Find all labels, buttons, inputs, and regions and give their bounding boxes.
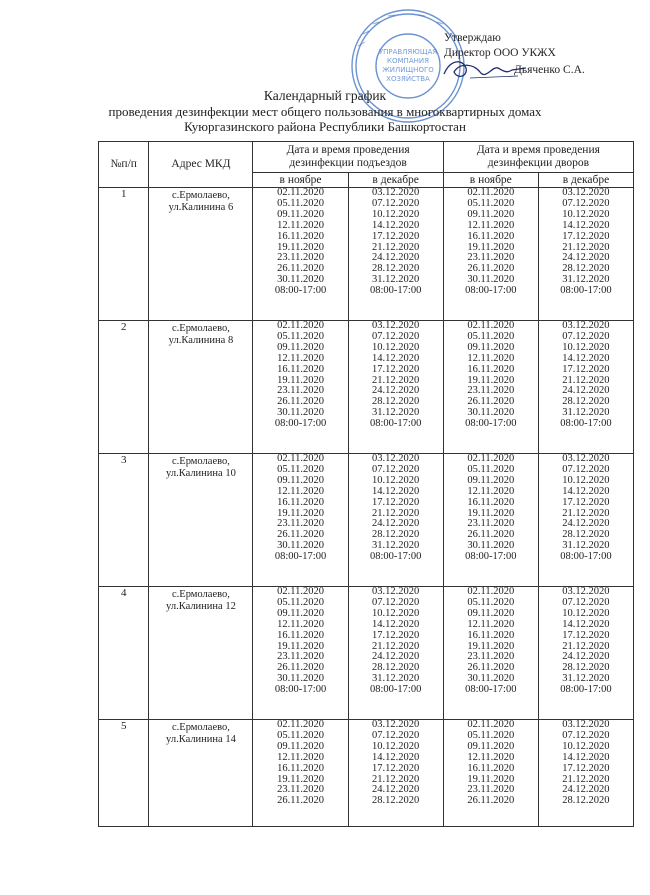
date-entry: 10.12.2020 [562, 740, 610, 752]
dates-yards-nov [443, 720, 538, 827]
date-entry: 03.12.2020 [372, 187, 420, 198]
date-entry: 31.12.2020 [372, 407, 420, 419]
date-entry: 05.11.2020 [467, 596, 515, 608]
date-entry: 03.12.2020 [372, 453, 420, 464]
date-entry: 16.11.2020 [467, 762, 515, 774]
date-entry: 28.12.2020 [372, 529, 420, 541]
date-entry: 03.12.2020 [372, 719, 420, 730]
date-entry: 31.12.2020 [372, 274, 420, 286]
dates-yards-nov [443, 454, 538, 587]
date-entry: 08:00-17:00 [370, 684, 422, 696]
date-entry: 21.12.2020 [372, 773, 420, 785]
date-entry: 26.11.2020 [467, 662, 515, 674]
date-entry: 08:00-17:00 [560, 285, 612, 297]
row-address: с.Ермолаево, ул.Калинина 8 [149, 321, 253, 454]
date-entry: 14.12.2020 [562, 485, 610, 497]
date-entry: 21.12.2020 [372, 507, 420, 519]
row-address: с.Ермолаево, ул.Калинина 14 [149, 720, 253, 827]
date-entry: 30.11.2020 [467, 407, 515, 419]
date-entry: 28.12.2020 [372, 662, 420, 674]
date-entry: 17.12.2020 [372, 363, 420, 375]
date-entry: 19.11.2020 [467, 241, 515, 253]
date-entry: 08:00-17:00 [370, 551, 422, 563]
date-entry: 07.12.2020 [562, 596, 610, 608]
date-entry: 12.11.2020 [467, 352, 515, 364]
date-entry: 31.12.2020 [372, 673, 420, 685]
date-entry: 03.12.2020 [562, 586, 610, 597]
date-entry: 21.12.2020 [562, 773, 610, 785]
date-entry: 07.12.2020 [562, 729, 610, 741]
dates-entrances-dec [348, 454, 443, 587]
dates-entrances-nov [253, 587, 348, 720]
date-entry: 19.11.2020 [277, 241, 324, 253]
header-yards-nov: в ноябре [443, 173, 538, 188]
date-entry: 12.11.2020 [467, 219, 515, 231]
date-entry: 28.12.2020 [562, 396, 610, 408]
date-entry: 14.12.2020 [372, 751, 420, 763]
date-entry: 02.11.2020 [277, 187, 324, 198]
date-entry: 16.11.2020 [277, 629, 324, 641]
date-entry: 21.12.2020 [372, 640, 420, 652]
dates-entrances-dec [348, 321, 443, 454]
dates-entrances-nov [253, 321, 348, 454]
date-entry: 07.12.2020 [562, 330, 610, 342]
row-number: 1 [99, 188, 149, 321]
date-entry: 30.11.2020 [277, 540, 324, 552]
date-entry: 23.11.2020 [467, 651, 515, 663]
date-entry: 16.11.2020 [467, 496, 515, 508]
date-entry: 14.12.2020 [372, 219, 420, 231]
date-entry: 10.12.2020 [562, 208, 610, 220]
date-entry: 09.11.2020 [277, 341, 324, 353]
date-entry: 31.12.2020 [562, 540, 610, 552]
row-address: с.Ермолаево, ул.Калинина 6 [149, 188, 253, 321]
date-entry: 21.12.2020 [562, 640, 610, 652]
date-entry: 02.11.2020 [467, 187, 515, 198]
date-entry: 08:00-17:00 [370, 418, 422, 430]
date-entry: 24.12.2020 [372, 385, 420, 397]
date-entry: 07.12.2020 [372, 729, 420, 741]
date-entry: 02.11.2020 [277, 320, 324, 331]
date-entry: 12.11.2020 [277, 485, 324, 497]
date-entry: 19.11.2020 [467, 640, 515, 652]
date-entry: 31.12.2020 [372, 540, 420, 552]
date-entry: 23.11.2020 [467, 252, 515, 264]
table-row [99, 720, 634, 827]
date-entry: 26.11.2020 [277, 529, 324, 541]
date-entry: 08:00-17:00 [465, 418, 517, 430]
date-entry: 05.11.2020 [467, 197, 515, 209]
dates-yards-nov [443, 321, 538, 454]
dates-entrances-dec [348, 188, 443, 321]
date-entry: 30.11.2020 [467, 673, 515, 685]
date-entry: 24.12.2020 [562, 252, 610, 264]
date-entry: 03.12.2020 [562, 187, 610, 198]
date-entry: 10.12.2020 [372, 208, 420, 220]
dates-entrances-dec [348, 720, 443, 827]
document-subtitle-1: проведения дезинфекции мест общего пользования в многоквартирных домах [108, 104, 542, 119]
date-entry: 12.11.2020 [467, 618, 515, 630]
date-entry: 28.12.2020 [562, 662, 610, 674]
header-entrances-nov: в ноябре [253, 173, 348, 188]
svg-text:УПРАВЛЯЮЩАЯ: УПРАВЛЯЮЩАЯ [378, 48, 438, 56]
approval-signatory: Дьяченко С.А. [514, 64, 585, 76]
date-entry: 05.11.2020 [277, 197, 324, 209]
approval-position: Директор ООО УКЖХ [444, 47, 556, 59]
date-entry: 19.11.2020 [467, 507, 515, 519]
date-entry: 07.12.2020 [372, 197, 420, 209]
date-entry: 14.12.2020 [562, 618, 610, 630]
date-entry: 23.11.2020 [277, 784, 324, 796]
date-entry: 08:00-17:00 [465, 551, 517, 563]
approval-label: Утверждаю [444, 32, 501, 44]
date-entry: 24.12.2020 [562, 651, 610, 663]
date-entry: 21.12.2020 [562, 241, 610, 253]
date-entry: 10.12.2020 [562, 474, 610, 486]
date-entry: 10.12.2020 [562, 607, 610, 619]
date-entry: 24.12.2020 [372, 784, 420, 796]
date-entry: 24.12.2020 [372, 651, 420, 663]
date-entry: 10.12.2020 [372, 341, 420, 353]
date-entry: 14.12.2020 [562, 219, 610, 231]
date-entry: 16.11.2020 [467, 629, 515, 641]
date-entry: 21.12.2020 [372, 241, 420, 253]
table-row [99, 188, 634, 321]
row-number: 2 [99, 321, 149, 454]
date-entry: 08:00-17:00 [560, 551, 612, 563]
date-entry: 24.12.2020 [372, 518, 420, 530]
date-entry: 26.11.2020 [467, 263, 515, 275]
row-number: 4 [99, 587, 149, 720]
date-entry: 19.11.2020 [277, 507, 324, 519]
date-entry: 14.12.2020 [372, 352, 420, 364]
date-entry: 10.12.2020 [562, 341, 610, 353]
date-entry: 30.11.2020 [467, 540, 515, 552]
date-entry: 17.12.2020 [562, 762, 610, 774]
header-num: №п/п [99, 142, 149, 188]
table-row [99, 454, 634, 587]
date-entry: 30.11.2020 [277, 274, 324, 286]
date-entry: 02.11.2020 [467, 453, 515, 464]
document-title: Календарный график [263, 88, 387, 103]
date-entry: 03.12.2020 [562, 719, 610, 730]
date-entry: 17.12.2020 [562, 363, 610, 375]
date-entry: 05.11.2020 [277, 463, 324, 475]
date-entry: 17.12.2020 [372, 629, 420, 641]
date-entry: 24.12.2020 [372, 252, 420, 264]
date-entry: 23.11.2020 [467, 385, 515, 397]
dates-yards-dec [538, 188, 633, 321]
date-entry: 10.12.2020 [372, 474, 420, 486]
date-entry: 16.11.2020 [277, 762, 324, 774]
date-entry: 19.11.2020 [467, 374, 515, 386]
date-entry: 12.11.2020 [277, 751, 324, 763]
dates-entrances-nov [253, 188, 348, 321]
date-entry: 28.12.2020 [562, 529, 610, 541]
date-entry: 09.11.2020 [277, 208, 324, 220]
date-entry: 12.11.2020 [277, 352, 324, 364]
table-row [99, 587, 634, 720]
date-entry: 10.12.2020 [372, 607, 420, 619]
date-entry: 12.11.2020 [277, 219, 324, 231]
date-entry: 05.11.2020 [467, 330, 515, 342]
date-entry: 16.11.2020 [277, 363, 324, 375]
date-entry: 12.11.2020 [467, 485, 515, 497]
date-entry: 30.11.2020 [277, 673, 324, 685]
date-entry: 03.12.2020 [372, 320, 420, 331]
row-number: 3 [99, 454, 149, 587]
date-entry: 26.11.2020 [277, 396, 324, 408]
date-entry: 23.11.2020 [277, 518, 324, 530]
date-entry: 07.12.2020 [372, 596, 420, 608]
date-entry: 09.11.2020 [467, 607, 515, 619]
date-entry: 07.12.2020 [372, 330, 420, 342]
date-entry: 31.12.2020 [562, 673, 610, 685]
date-entry: 14.12.2020 [372, 485, 420, 497]
date-entry: 26.11.2020 [277, 795, 324, 807]
date-entry: 21.12.2020 [562, 374, 610, 386]
date-entry: 05.11.2020 [277, 729, 324, 741]
date-entry: 17.12.2020 [562, 629, 610, 641]
row-number: 5 [99, 720, 149, 827]
date-entry: 14.12.2020 [562, 352, 610, 364]
header-entrances: Дата и время проведения дезинфекции подъездов [253, 142, 443, 173]
date-entry: 30.11.2020 [467, 274, 515, 286]
date-entry: 17.12.2020 [562, 230, 610, 242]
date-entry: 28.12.2020 [562, 795, 610, 807]
date-entry: 28.12.2020 [562, 263, 610, 275]
date-entry: 28.12.2020 [372, 795, 420, 807]
date-entry: 05.11.2020 [467, 463, 515, 475]
dates-entrances-nov [253, 454, 348, 587]
dates-yards-nov [443, 587, 538, 720]
date-entry: 02.11.2020 [467, 320, 515, 331]
date-entry: 23.11.2020 [277, 651, 324, 663]
date-entry: 08:00-17:00 [370, 285, 422, 297]
date-entry: 07.12.2020 [372, 463, 420, 475]
date-entry: 17.12.2020 [372, 496, 420, 508]
svg-text:КОМПАНИЯ: КОМПАНИЯ [387, 57, 429, 65]
date-entry: 26.11.2020 [467, 396, 515, 408]
date-entry: 09.11.2020 [467, 740, 515, 752]
date-entry: 03.12.2020 [372, 586, 420, 597]
dates-entrances-dec [348, 587, 443, 720]
date-entry: 02.11.2020 [277, 586, 324, 597]
date-entry: 23.11.2020 [467, 784, 515, 796]
table-row [99, 321, 634, 454]
date-entry: 03.12.2020 [562, 320, 610, 331]
date-entry: 28.12.2020 [372, 263, 420, 275]
svg-text:ЖИЛИЩНОГО: ЖИЛИЩНОГО [382, 66, 434, 74]
date-entry: 19.11.2020 [467, 773, 515, 785]
date-entry: 26.11.2020 [277, 263, 324, 275]
row-address: с.Ермолаево, ул.Калинина 12 [149, 587, 253, 720]
date-entry: 14.12.2020 [372, 618, 420, 630]
date-entry: 08:00-17:00 [274, 684, 327, 696]
header-yards-dec: в декабре [538, 173, 633, 188]
header-address: Адрес МКД [149, 142, 253, 188]
date-entry: 05.11.2020 [277, 596, 324, 608]
row-address: с.Ермолаево, ул.Калинина 10 [149, 454, 253, 587]
date-entry: 08:00-17:00 [274, 551, 327, 563]
date-entry: 17.12.2020 [372, 762, 420, 774]
date-entry: 09.11.2020 [277, 607, 324, 619]
date-entry: 09.11.2020 [467, 341, 515, 353]
date-entry: 02.11.2020 [467, 719, 515, 730]
date-entry: 17.12.2020 [372, 230, 420, 242]
date-entry: 30.11.2020 [277, 407, 324, 419]
document-subtitle-2: Куюргазинского района Республики Башкортостан [184, 119, 466, 134]
approval-block [444, 31, 585, 76]
date-entry: 08:00-17:00 [274, 418, 327, 430]
date-entry: 23.11.2020 [467, 518, 515, 530]
date-entry: 16.11.2020 [467, 363, 515, 375]
date-entry: 23.11.2020 [277, 252, 324, 264]
date-entry: 08:00-17:00 [465, 684, 517, 696]
date-entry: 26.11.2020 [277, 662, 324, 674]
date-entry: 12.11.2020 [277, 618, 324, 630]
date-entry: 17.12.2020 [562, 496, 610, 508]
svg-text:ХОЗЯЙСТВА: ХОЗЯЙСТВА [386, 75, 430, 83]
date-entry: 26.11.2020 [467, 795, 515, 807]
date-entry: 24.12.2020 [562, 784, 610, 796]
dates-yards-dec [538, 454, 633, 587]
date-entry: 08:00-17:00 [274, 285, 327, 297]
date-entry: 10.12.2020 [372, 740, 420, 752]
dates-entrances-nov [253, 720, 348, 827]
date-entry: 21.12.2020 [562, 507, 610, 519]
date-entry: 28.12.2020 [372, 396, 420, 408]
date-entry: 08:00-17:00 [465, 285, 517, 297]
date-entry: 09.11.2020 [277, 474, 324, 486]
date-entry: 03.12.2020 [562, 453, 610, 464]
dates-yards-dec [538, 587, 633, 720]
date-entry: 23.11.2020 [277, 385, 324, 397]
date-entry: 07.12.2020 [562, 197, 610, 209]
date-entry: 09.11.2020 [467, 474, 515, 486]
date-entry: 08:00-17:00 [560, 418, 612, 430]
date-entry: 21.12.2020 [372, 374, 420, 386]
date-entry: 14.12.2020 [562, 751, 610, 763]
date-entry: 19.11.2020 [277, 374, 324, 386]
date-entry: 02.11.2020 [277, 719, 324, 730]
date-entry: 19.11.2020 [277, 640, 324, 652]
schedule-table [98, 141, 634, 827]
dates-yards-dec [538, 720, 633, 827]
date-entry: 19.11.2020 [277, 773, 324, 785]
date-entry: 02.11.2020 [277, 453, 324, 464]
date-entry: 09.11.2020 [467, 208, 515, 220]
header-entrances-dec: в декабре [348, 173, 443, 188]
date-entry: 31.12.2020 [562, 407, 610, 419]
dates-yards-nov [443, 188, 538, 321]
date-entry: 05.11.2020 [467, 729, 515, 741]
date-entry: 16.11.2020 [277, 230, 324, 242]
date-entry: 08:00-17:00 [560, 684, 612, 696]
date-entry: 05.11.2020 [277, 330, 324, 342]
date-entry: 16.11.2020 [467, 230, 515, 242]
date-entry: 24.12.2020 [562, 518, 610, 530]
date-entry: 26.11.2020 [467, 529, 515, 541]
date-entry: 02.11.2020 [467, 586, 515, 597]
dates-yards-dec [538, 321, 633, 454]
date-entry: 12.11.2020 [467, 751, 515, 763]
date-entry: 07.12.2020 [562, 463, 610, 475]
date-entry: 31.12.2020 [562, 274, 610, 286]
date-entry: 24.12.2020 [562, 385, 610, 397]
header-yards: Дата и время проведения дезинфекции дворов [443, 142, 633, 173]
date-entry: 16.11.2020 [277, 496, 324, 508]
date-entry: 09.11.2020 [277, 740, 324, 752]
